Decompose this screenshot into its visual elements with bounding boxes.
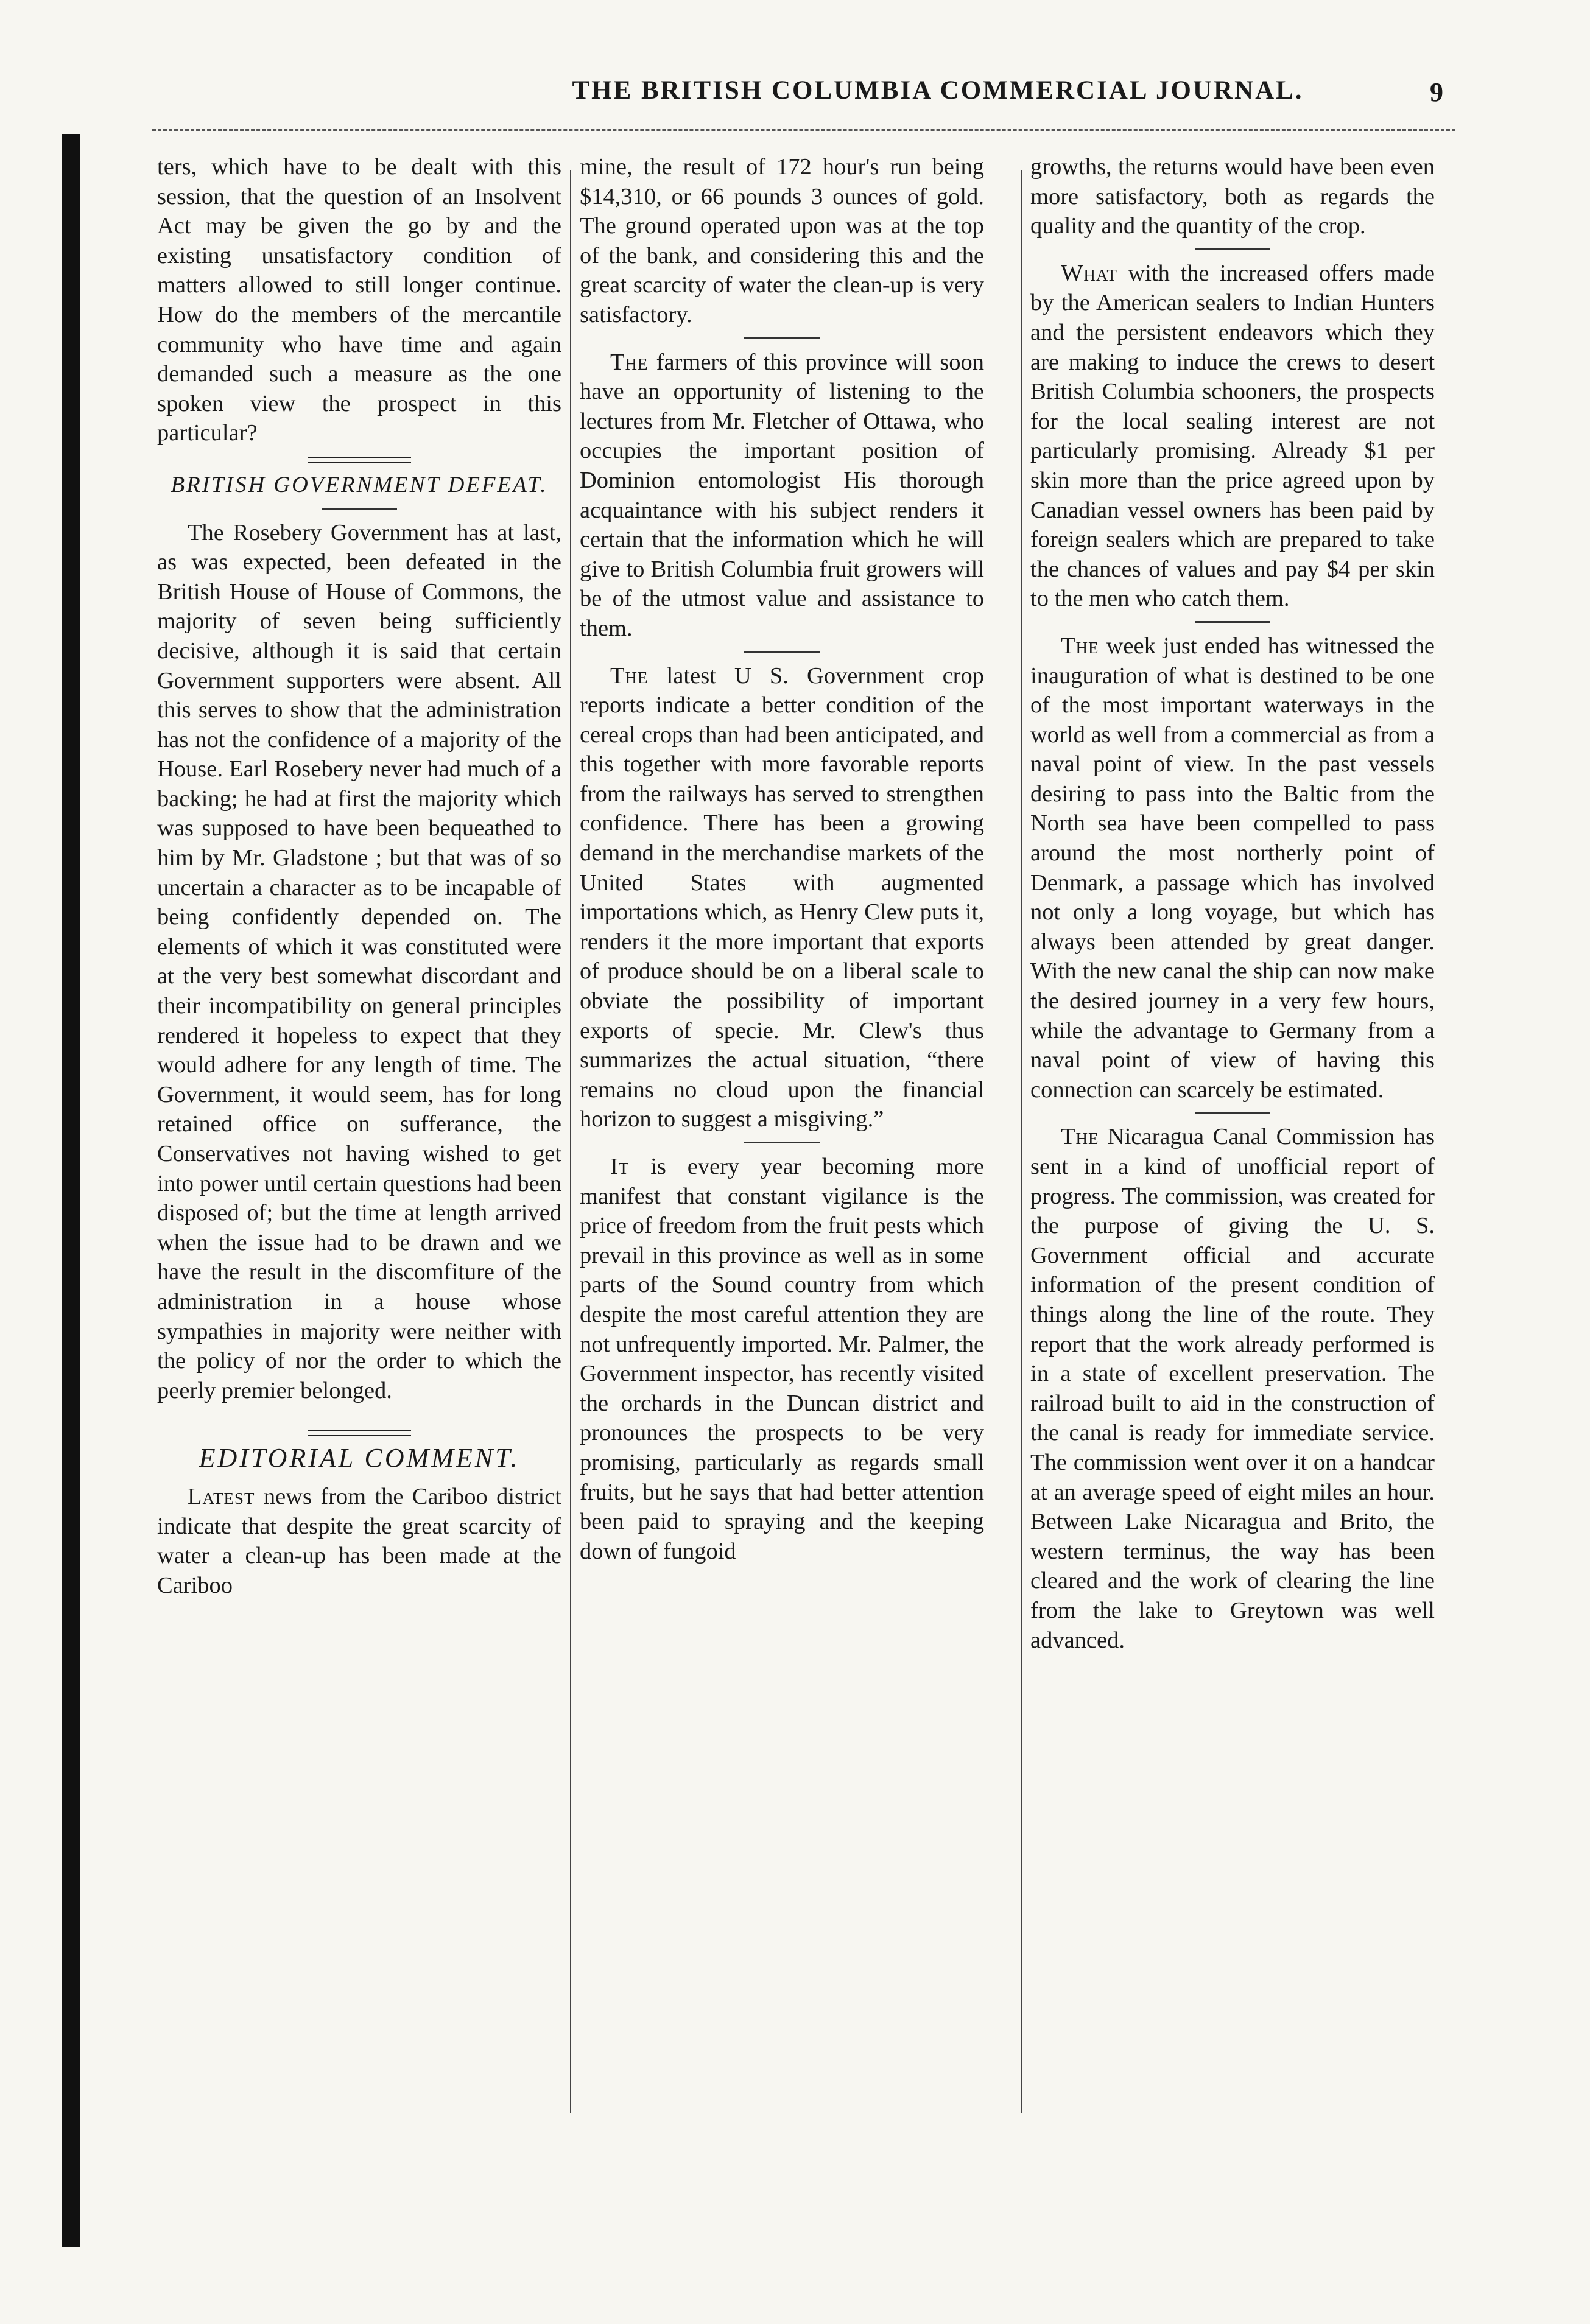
- column-divider-2: [1021, 170, 1022, 2113]
- article-text: latest U S. Government crop reports indicate a better condition of the cereal crops than had been anticipated, and this together with more favorable reports from the railways has served to strengthen confidence. There has been a growing demand in the merchandise markets of the United States with augmented importations which, as Henry Clew puts it, renders it the more important that exports of produce should be on a liberal scale to obviate the possibility of important exports of specie. Mr. Clew's thus summarizes the actual situation, “there remains no cloud upon the financial horizon to suggest a misgiving.”: [580, 662, 984, 1132]
- article-cariboo-cleanup: [157, 1482, 561, 1600]
- lead-word: The: [610, 349, 649, 375]
- short-rule: [322, 508, 397, 510]
- article-text: farmers of this province will soon have an opportunity of listening to the lectures from Mr. Fletcher of Ottawa, who occupies the important position of Dominion entomologist His thorough acquaintance with his subject renders it certain that the information which he will give to British Columbia fruit growers will be of the utmost value and assistance to them.: [580, 349, 984, 641]
- column-3: [1030, 152, 1435, 1655]
- article-cariboo-continued: mine, the result of 172 hour's run being $14,310, or 66 pounds 3 ounces of gold. The ground operated upon was at the top of the bank, and considering this and the great scarcity of water the clean-up is very satisfactory.: [580, 154, 984, 328]
- heading-editorial-comment: EDITORIAL COMMENT.: [199, 1443, 520, 1473]
- short-rule: [1195, 621, 1270, 623]
- lead-word: Latest: [188, 1483, 255, 1509]
- lead-word: It: [610, 1154, 630, 1179]
- column-2: [580, 152, 984, 1566]
- short-rule: [744, 1142, 820, 1143]
- article-fungoid-continued: growths, the returns would have been even more satisfactory, both as regards the quality and the quantity of the crop.: [1030, 154, 1435, 239]
- running-head: THE BRITISH COLUMBIA COMMERCIAL JOURNAL.: [572, 76, 1304, 105]
- article-text: Nicaragua Canal Commission has sent in a kind of unofficial report of progress. The commission, was created for the purpose of giving the U. S. Government official and accurate information of the present condition of things along the line of the route. They report that the work already performed is in a state of excellent preservation. The railroad built to aid in the construction of the canal is ready for immediate service. The commission went over it on a handcar at an average speed of eight miles an hour. Between Lake Nicaragua and Brito, the western terminus, the way has been cleared and the work of clearing the line from the lake to Greytown was well advanced.: [1030, 1124, 1435, 1653]
- lead-word: The: [610, 662, 649, 689]
- short-rule: [744, 651, 820, 653]
- article-text: is every year becoming more manifest that constant vigilance is the price of freedom from the fruit pests which prevail in this province as well as in some parts of the Sound country from which despite the most careful attention they are not unfrequently imported. Mr. Palmer, the Government inspector, has recently visited the orchards in the Duncan district and pronounces the prospects to be very promising, particularly as regards small fruits, but he says that had better attention been paid to spraying and the keeping down of fungoid: [580, 1154, 985, 1564]
- short-rule: [1195, 248, 1270, 250]
- section-rule: [308, 457, 411, 463]
- article-rosebery-defeat: The Rosebery Government has at last, as was expected, been defeated in the British House of House of Commons, the majority of seven being sufficiently decisive, although it is said that certain Government supporters were absent. All this serves to show that the administration has not the confidence of a majority of the House. Earl Rosebery never had much of a backing; he had at first the majority which was supposed to have been bequeathed to him by Mr. Gladstone ; but that was of so uncertain a character as to be incapable of being confidently depended on. The elements of which it was constituted were at the very best somewhat discordant and their incompatibility on general principles rendered it hopeless to expect that they would adhere for any length of time. The Government, it would seem, has for long retained office on sufferance, the Conservatives not having wished to get into power until certain questions had been disposed of; but the time at length arrived when the issue had to be drawn and we have the result in the discomfiture of the administration in a house whose sympathies in majority were neither with the policy of nor the order to which the peerly premier belonged.: [157, 519, 561, 1403]
- article-text: with the increased offers made by the American sealers to Indian Hunters and the persistent endeavors which they are making to induce the crews to desert British Columbia schooners, the prospects for the local sealing interest are not particularly promising. Already $1 per skin more than the price agreed upon by Canadian vessel owners has been paid by foreign sealers which are prepared to take the chances of values and pay $4 per skin to the men who catch them.: [1030, 260, 1435, 612]
- article-crop-reports: [580, 661, 984, 1135]
- column-1: [157, 152, 561, 1600]
- heading-british-government-defeat: BRITISH GOVERNMENT DEFEAT.: [171, 472, 548, 497]
- article-text: news from the Cariboo district indicate that despite the great scarcity of water a clean-up has been made at the Cariboo: [157, 1483, 562, 1598]
- header-rule: [152, 129, 1455, 131]
- page-number: 9: [1430, 77, 1443, 107]
- lead-word: The: [1061, 633, 1099, 659]
- column-divider-1: [570, 170, 571, 2113]
- lead-word: What: [1061, 260, 1117, 286]
- article-text: week just ended has witnessed the inauguration of what is destined to be one of the most important waterways in the world as well from a commercial as from a naval point of view. In the past vessels desiring to pass into the Baltic from the North sea have been compelled to pass around the most northerly point of Denmark, a passage which has involved not only a long voyage, but which has always been attended by great danger. With the new canal the ship can now make the desired journey in a very few hours, while the advantage to Germany from a naval point of view of having this connection can scarcely be estimated.: [1030, 633, 1435, 1103]
- lead-word: The: [1061, 1124, 1099, 1150]
- article-kiel-canal: [1030, 631, 1435, 1105]
- short-rule: [744, 337, 820, 339]
- article-fletcher-lectures: [580, 348, 984, 644]
- article-nicaragua-canal: [1030, 1122, 1435, 1655]
- article-fruit-pests: [580, 1152, 984, 1566]
- binding-shadow: [62, 134, 80, 2247]
- article-sealers: [1030, 259, 1435, 614]
- section-rule: [308, 1430, 411, 1436]
- short-rule: [1195, 1112, 1270, 1114]
- article-continued-insolvent-act: ters, which have to be dealt with this session, that the question of an Insolvent Act may be given the go by and the existing unsatisfactory condition of matters allowed to still longer continue. How do the members of the mercantile community who have time and again demanded such a measure as the one spoken view the prospect in this particular?: [157, 154, 561, 446]
